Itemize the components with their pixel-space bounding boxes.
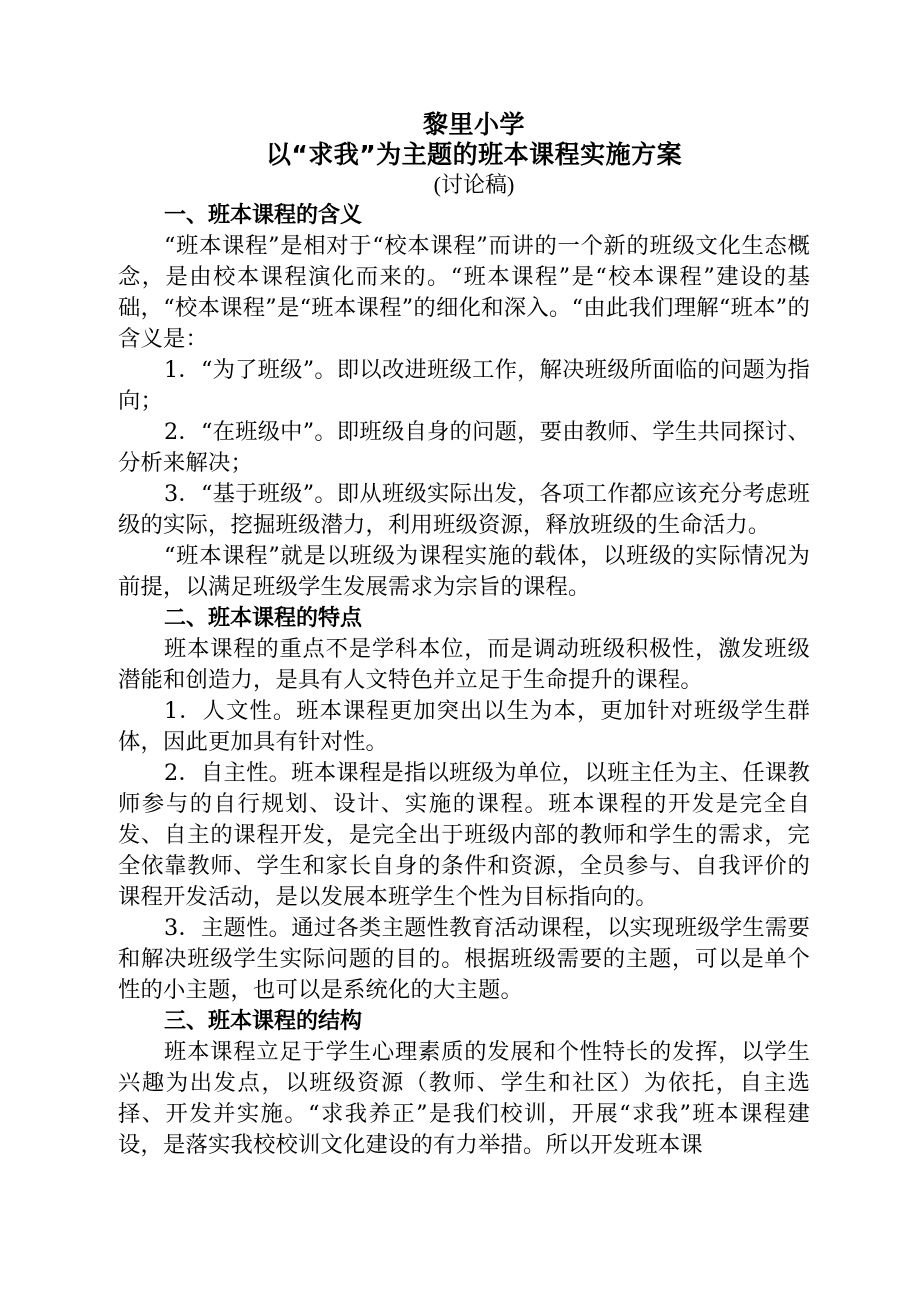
main-title: 以“求我”为主题的班本课程实施方案 [265,140,683,169]
section-features [118,603,810,1006]
list-item: 2．“在班级中”。即班级自身的问题，要由教师、学生共同探讨、分析来解决； [118,419,810,476]
section-heading: 一、班本课程的含义 [164,203,363,228]
section-meaning [118,200,810,603]
section-heading: 三、班本课程的结构 [164,1009,363,1034]
draft-subtitle: (讨论稿) [433,172,515,197]
paragraph: “班本课程”是相对于“校本课程”而讲的一个新的班级文化生态概念，是由校本课程演化而来的。“班本课程”是“校本课程”建设的基础，“校本课程”是“班本课程”的细化和深入。“由此我们理解“班本”的含义是： [118,233,810,352]
section-structure [118,1006,810,1161]
list-item: 2．自主性。班本课程是指以班级为单位，以班主任为主、任课教师参与的自行规划、设计、实施的课程。班本课程的开发是完全自发、自主的课程开发，是完全出于班级内部的教师和学生的需求，完全依靠教师、学生和家长自身的条件和资源，全员参与、自我评价的课程开发活动，是以发展本班学生个性为目标指向的。 [118,760,810,910]
list-item: 3．“基于班级”。即从班级实际出发，各项工作都应该充分考虑班级的实际，挖掘班级潜力，利用班级资源，释放班级的生命活力。 [118,481,810,538]
school-title: 黎里小学 [422,110,525,139]
list-item: 3．主题性。通过各类主题性教育活动课程，以实现班级学生需要和解决班级学生实际问题的目的。根据班级需要的主题，可以是单个性的小主题，也可以是系统化的大主题。 [118,915,810,1003]
paragraph: 班本课程立足于学生心理素质的发展和个性特长的发挥，以学生兴趣为出发点，以班级资源（教师、学生和社区）为依托，自主选择、开发并实施。“求我养正”是我们校训，开展“求我”班本课程建设，是落实我校校训文化建设的有力举措。所以开发班本课 [118,1039,810,1158]
document-page [118,110,810,1161]
list-item: 1．人文性。班本课程更加突出以生为本，更加针对班级学生群体，因此更加具有针对性。 [118,698,810,755]
paragraph: “班本课程”就是以班级为课程实施的载体，以班级的实际情况为前提，以满足班级学生发展需求为宗旨的课程。 [118,543,810,600]
list-item: 1．“为了班级”。即以改进班级工作，解决班级所面临的问题为指向； [118,357,810,414]
paragraph: 班本课程的重点不是学科本位，而是调动班级积极性，激发班级潜能和创造力，是具有人文特色并立足于生命提升的课程。 [118,636,810,693]
section-heading: 二、班本课程的特点 [164,606,363,631]
